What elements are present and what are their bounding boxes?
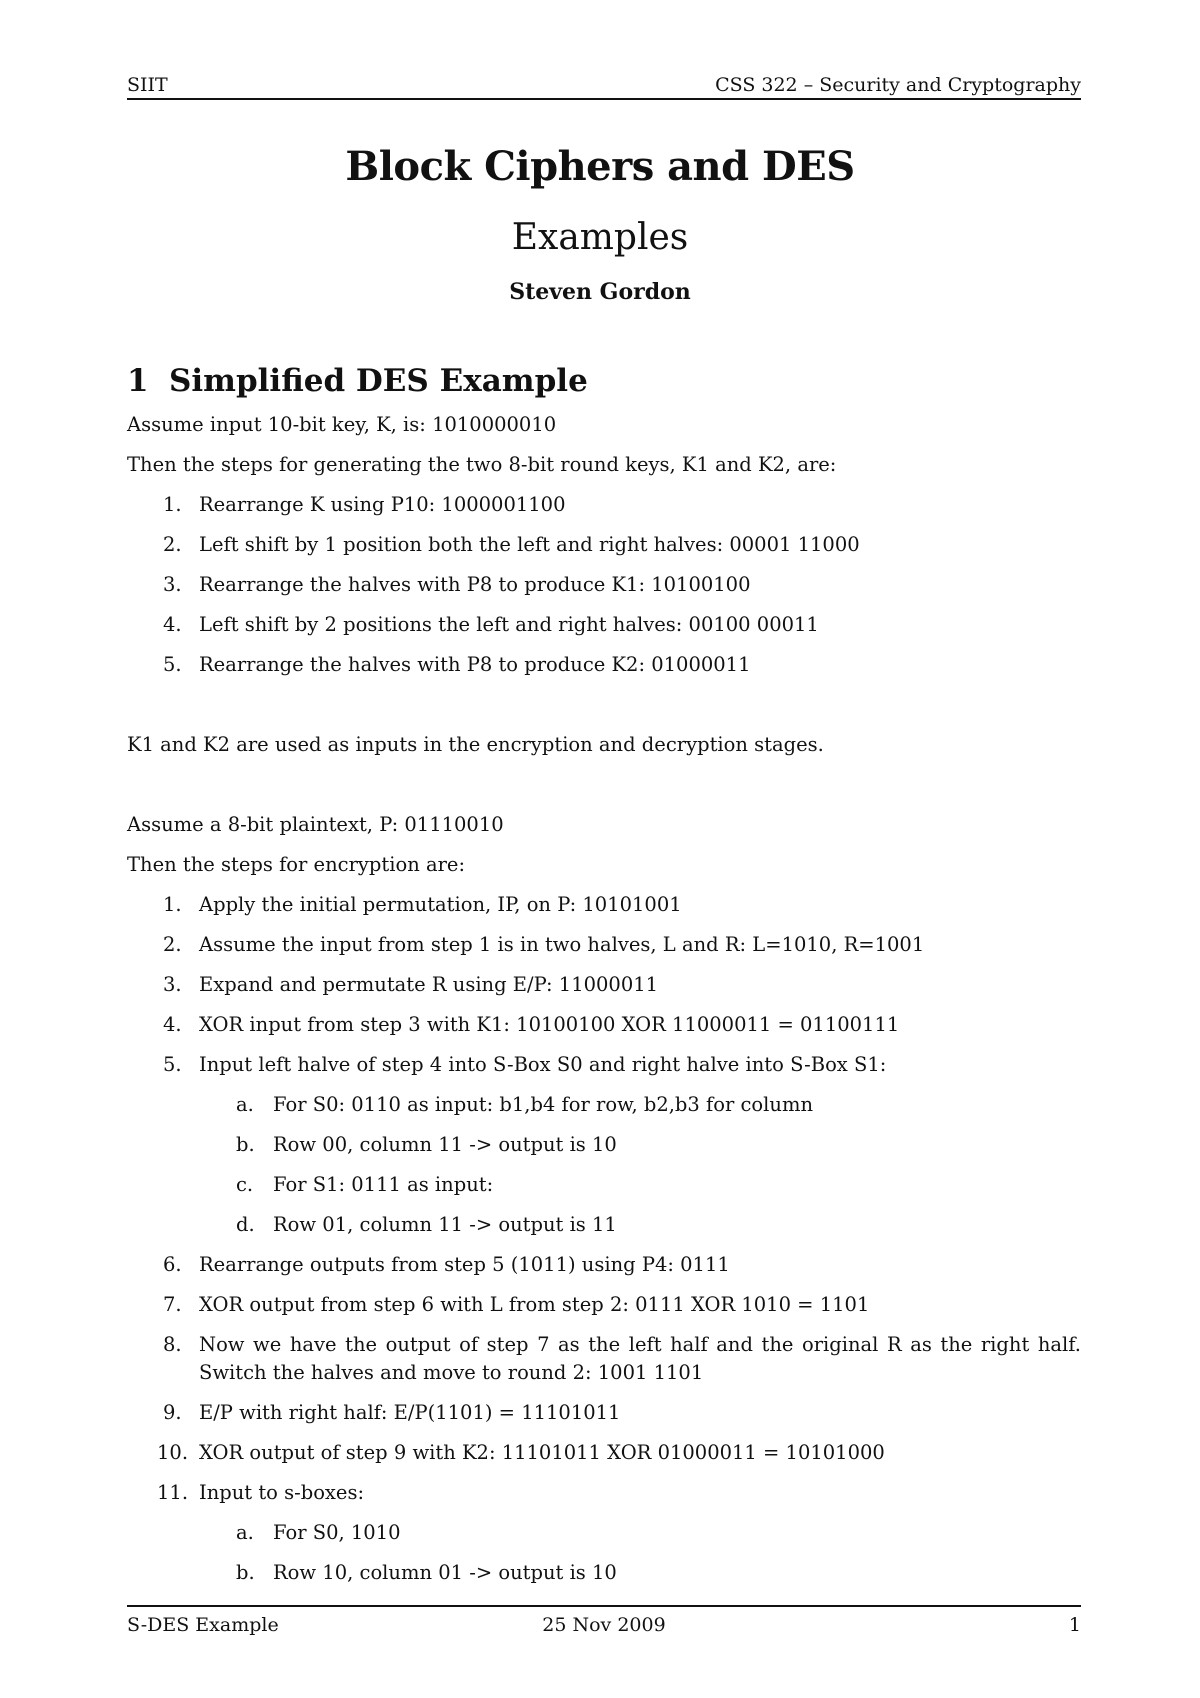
- sub-list-item: [127, 1165, 1081, 1205]
- sub-list-item: [127, 1205, 1081, 1245]
- list-item: [127, 525, 1081, 565]
- list-text: Input left halve of step 4 into S-Box S0 and right halve into S-Box S1:: [199, 1053, 887, 1076]
- sub-list-item: [127, 1125, 1081, 1165]
- list-number: 5.: [163, 1053, 182, 1076]
- list-text: Row 00, column 11 -> output is 10: [273, 1133, 617, 1156]
- sub-list-item: [127, 1513, 1081, 1553]
- list-item: [127, 645, 1081, 685]
- list-text: For S0, 1010: [273, 1521, 401, 1544]
- list-item: [127, 1285, 1081, 1325]
- page-number: 1: [1068, 1614, 1081, 1636]
- list-number: 4.: [163, 1013, 182, 1036]
- list-text: For S1: 0111 as input:: [273, 1173, 494, 1196]
- list-text: Rearrange K using P10: 1000001100: [199, 493, 566, 516]
- list-text: Row 01, column 11 -> output is 11: [273, 1213, 617, 1236]
- section-body: [127, 405, 1081, 1593]
- list-letter: b.: [236, 1561, 255, 1584]
- list-text: Now we have the output of step 7 as the left half and the original R as the right half. Switch the halves and move to round 2: 1001 1101: [199, 1333, 1081, 1384]
- paragraph: Then the steps for generating the two 8-bit round keys, K1 and K2, are:: [127, 453, 837, 476]
- list-text: E/P with right half: E/P(1101) = 11101011: [199, 1401, 621, 1424]
- list-text: XOR input from step 3 with K1: 10100100 XOR 11000011 = 01100111: [199, 1013, 900, 1036]
- list-text: Assume the input from step 1 is in two halves, L and R: L=1010, R=1001: [199, 933, 925, 956]
- paragraph: Assume a 8-bit plaintext, P: 01110010: [127, 813, 504, 836]
- list-number: 4.: [163, 613, 182, 636]
- list-number: 2.: [163, 533, 182, 556]
- footer-date: 25 Nov 2009: [542, 1614, 666, 1636]
- list-number: 3.: [163, 573, 182, 596]
- list-letter: b.: [236, 1133, 255, 1156]
- list-item: [127, 1005, 1081, 1045]
- paragraph: K1 and K2 are used as inputs in the encryption and decryption stages.: [127, 733, 824, 756]
- section-number: 1: [127, 363, 149, 399]
- list-number: 11.: [157, 1481, 189, 1504]
- list-item: [127, 1245, 1081, 1285]
- spacer: [127, 765, 1081, 805]
- list-number: 1.: [163, 493, 182, 516]
- section-heading: [127, 359, 588, 403]
- list-text: Row 10, column 01 -> output is 10: [273, 1561, 617, 1584]
- list-text: Left shift by 2 positions the left and right halves: 00100 00011: [199, 613, 819, 636]
- list-number: 7.: [163, 1293, 182, 1316]
- list-number: 3.: [163, 973, 182, 996]
- list-letter: a.: [236, 1093, 254, 1116]
- list-item: [127, 885, 1081, 925]
- list-number: 9.: [163, 1401, 182, 1424]
- list-item: [127, 965, 1081, 1005]
- list-text: Input to s-boxes:: [199, 1481, 365, 1504]
- list-text: For S0: 0110 as input: b1,b4 for row, b2,b3 for column: [273, 1093, 814, 1116]
- list-item: [127, 1045, 1081, 1085]
- document-title: Block Ciphers and DES: [345, 143, 855, 190]
- list-item: [127, 925, 1081, 965]
- list-number: 1.: [163, 893, 182, 916]
- list-number: 5.: [163, 653, 182, 676]
- list-text: Rearrange the halves with P8 to produce K2: 01000011: [199, 653, 751, 676]
- list-text: XOR output of step 9 with K2: 11101011 XOR 01000011 = 10101000: [199, 1441, 885, 1464]
- header-right: CSS 322 – Security and Cryptography: [715, 74, 1081, 96]
- list-number: 8.: [163, 1333, 182, 1356]
- page-header: [127, 72, 1081, 100]
- spacer: [127, 685, 1081, 725]
- page-footer: [127, 1605, 1081, 1639]
- list-item: [127, 605, 1081, 645]
- list-item: [127, 1393, 1081, 1433]
- list-text: Expand and permutate R using E/P: 11000011: [199, 973, 659, 996]
- list-item: [127, 1325, 1081, 1393]
- sub-list-item: [127, 1553, 1081, 1593]
- header-left: SIIT: [127, 74, 168, 96]
- list-item: [127, 1433, 1081, 1473]
- list-text: Left shift by 1 position both the left and right halves: 00001 11000: [199, 533, 860, 556]
- list-text: XOR output from step 6 with L from step 2: 0111 XOR 1010 = 1101: [199, 1293, 870, 1316]
- section-title: Simplified DES Example: [169, 363, 588, 399]
- paragraph: Then the steps for encryption are:: [127, 853, 466, 876]
- list-item: [127, 1473, 1081, 1513]
- list-letter: c.: [236, 1173, 254, 1196]
- list-item: [127, 485, 1081, 525]
- list-number: 2.: [163, 933, 182, 956]
- document-subtitle: Examples: [511, 217, 689, 258]
- list-letter: d.: [236, 1213, 255, 1236]
- list-text: Rearrange outputs from step 5 (1011) using P4: 0111: [199, 1253, 730, 1276]
- footer-left: S-DES Example: [127, 1614, 279, 1636]
- list-text: Apply the initial permutation, IP, on P: 10101001: [199, 893, 682, 916]
- list-letter: a.: [236, 1521, 254, 1544]
- list-item: [127, 565, 1081, 605]
- list-number: 6.: [163, 1253, 182, 1276]
- paragraph: Assume input 10-bit key, K, is: 1010000010: [127, 413, 557, 436]
- sub-list-item: [127, 1085, 1081, 1125]
- document-author: Steven Gordon: [509, 279, 691, 305]
- list-number: 10.: [157, 1441, 189, 1464]
- list-text: Rearrange the halves with P8 to produce K1: 10100100: [199, 573, 751, 596]
